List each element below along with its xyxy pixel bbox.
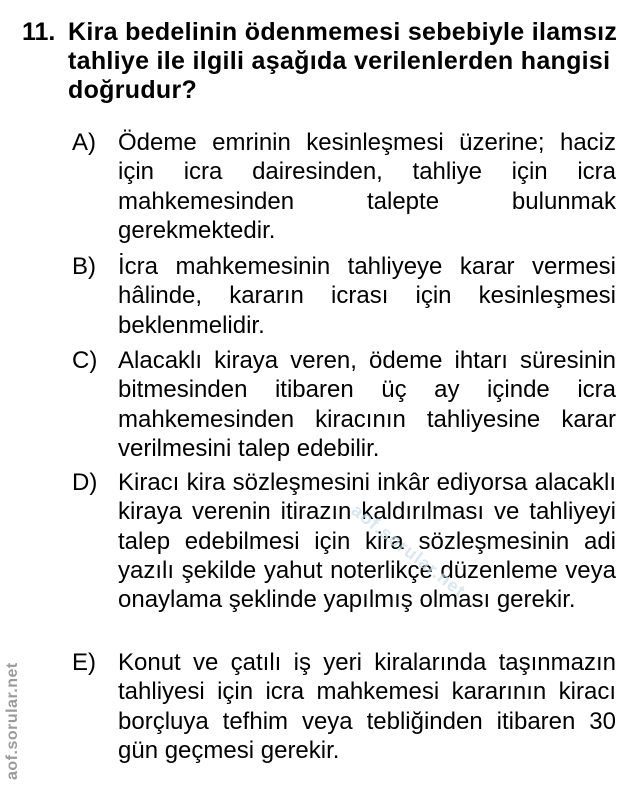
center-watermark: aof.sorular.net (347, 500, 470, 602)
side-watermark: aof.sorular.net (4, 662, 21, 780)
option-text: İcra mahkemesinin tahliyeye karar vermesi hâlinde, kararın icrası için kesinleşmesi beklenmelidir. (118, 253, 616, 339)
question-stem: Kira bedelinin ödenmemesi sebebiyle ilamsız tahliye ile ilgili aşağıda verilenlerden hangisi doğrudur? (68, 18, 618, 104)
question-number: 11. (22, 18, 56, 46)
option-text: Ödeme emrinin kesinleşmesi üzerine; haciz için icra dairesinden, tahliye için icra mahkemesinden talepte bulunmak gerekmektedir. (118, 129, 616, 244)
option-letter: C) (72, 347, 98, 374)
option-letter: E) (72, 649, 96, 676)
option-text: Konut ve çatılı iş yeri kiralarında taşınmazın tahliyesi için icra mahkemesi kararının kiracı borçluya tefhim veya tebliğinden itibaren 30 gün geçmesi gerekir. (118, 649, 616, 764)
option-text: Alacaklı kiraya veren, ödeme ihtarı süresinin bitmesinden itibaren üç ay içinde icra mahkemesinden kiracının tahliyesine karar verilmesini talep edebilir. (118, 347, 616, 462)
option-text: Kiracı kira sözleşmesini inkâr ediyorsa alacaklı kiraya verenin itirazın kaldırılması ve tahliyeyi talep edebilmesi için kira sözleşmesinin adi yazılı şekilde yahut noterlikçe düzenleme veya onaylama şeklinde yapılmış olması gerekir. (118, 469, 616, 614)
option-letter: A) (72, 129, 96, 156)
option-letter: B) (72, 253, 96, 280)
option-letter: D) (72, 469, 98, 496)
